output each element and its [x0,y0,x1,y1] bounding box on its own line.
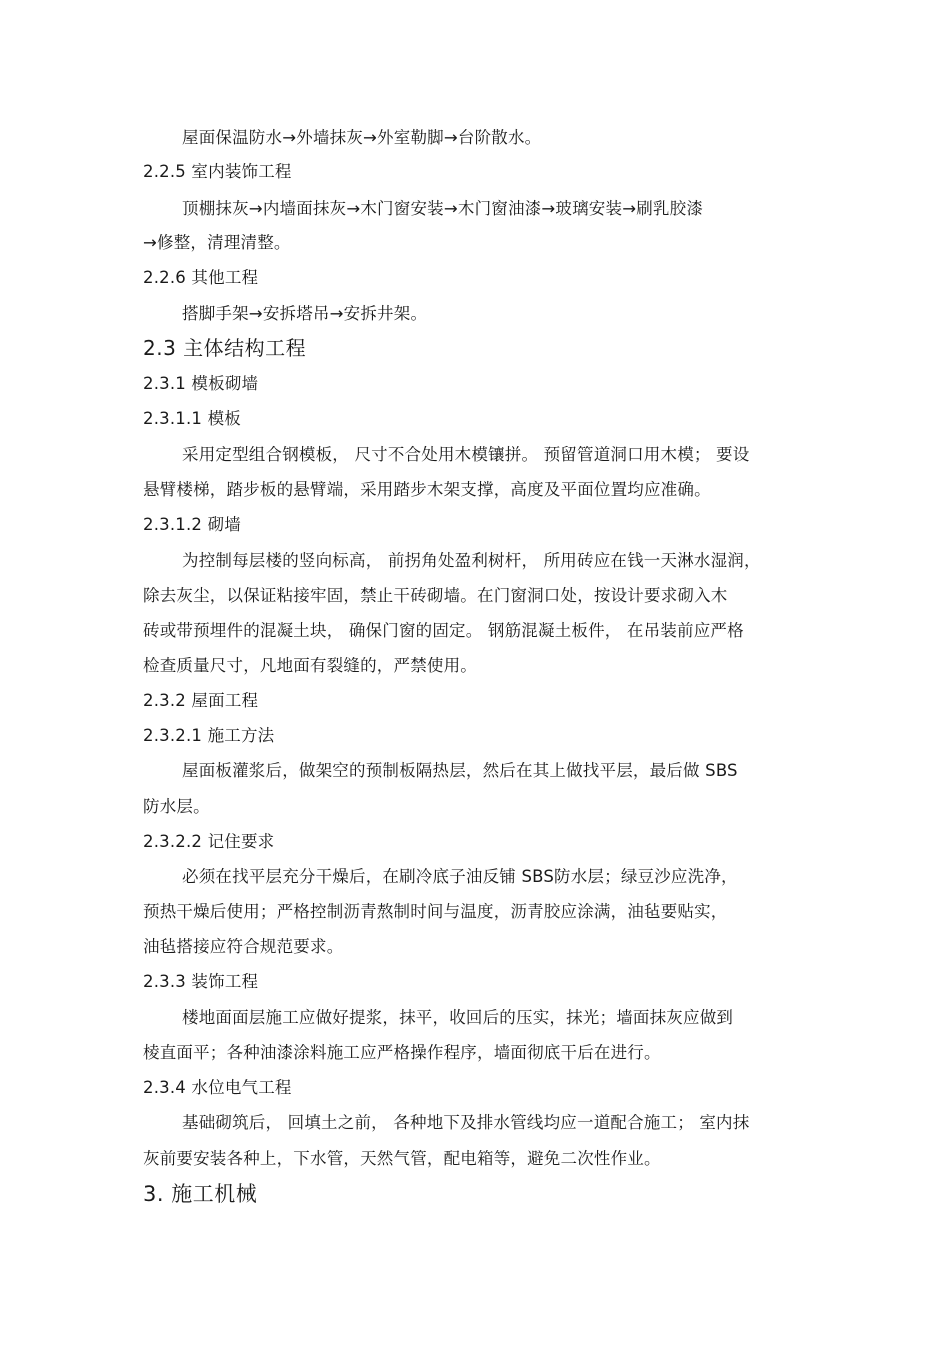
paragraph-line: →修整，清理清整。 [143,233,291,252]
paragraph-line: 悬臂楼梯，踏步板的悬臂端，采用踏步木架支撑，高度及平面位置均应准确。 [143,480,711,499]
paragraph-line: 除去灰尘，以保证粘接牢固，禁止干砖砌墙。在门窗洞口处，按设计要求砌入木 [143,586,728,605]
paragraph-line: 搭脚手架→安拆塔吊→安拆井架。 [182,304,428,323]
paragraph-line: 为控制每层楼的竖向标高， 前拐角处盈利树杆， 所用砖应在钱一天淋水湿润， [182,551,761,570]
paragraph-line: 顶棚抹灰→内墙面抹灰→木门窗安装→木门窗油漆→玻璃安装→刷乳胶漆 [182,199,704,218]
paragraph-line: 砖或带预埋件的混凝土块， 确保门窗的固定。 钢筋混凝土板件， 在吊装前应严格 [143,621,744,640]
paragraph-line: 棱直面平；各种油漆涂料施工应严格操作程序，墙面彻底干后在进行。 [143,1043,661,1062]
paragraph-line: 预热干燥后使用；严格控制沥青熬制时间与温度，沥青胶应涂满，油毡要贴实， [143,902,728,921]
section-heading-2-3-1: 2.3.1 模板砌墙 [143,374,259,393]
section-heading-2-3-1-2: 2.3.1.2 砌墙 [143,515,241,534]
paragraph-line: 屋面板灌浆后，做架空的预制板隔热层，然后在其上做找平层，最后做 SBS [182,761,738,780]
section-heading-2-3-2-2: 2.3.2.2 记住要求 [143,832,275,851]
section-heading-2-3-3: 2.3.3 装饰工程 [143,972,259,991]
chapter-heading-3: 3. 施工机械 [143,1182,258,1206]
section-heading-2-3-4: 2.3.4 水位电气工程 [143,1078,292,1097]
paragraph-line: 检查质量尺寸，凡地面有裂缝的，严禁使用。 [143,656,477,675]
paragraph-line: 楼地面面层施工应做好提浆，抹平，收回后的压实，抹光；墙面抹灰应做到 [182,1008,734,1027]
paragraph-line: 基础砌筑后， 回填土之前， 各种地下及排水管线均应一道配合施工； 室内抹 [182,1113,750,1132]
section-heading-2-3: 2.3 主体结构工程 [143,336,307,360]
paragraph-line: 防水层。 [143,797,210,816]
paragraph-line: 油毡搭接应符合规范要求。 [143,937,344,956]
section-heading-2-2-6: 2.2.6 其他工程 [143,268,259,287]
section-heading-2-3-2-1: 2.3.2.1 施工方法 [143,726,275,745]
section-heading-2-3-1-1: 2.3.1.1 模板 [143,409,241,428]
section-heading-2-2-5: 2.2.5 室内装饰工程 [143,162,292,181]
paragraph-line: 灰前要安装各种上，下水管，天然气管，配电箱等，避免二次性作业。 [143,1149,661,1168]
section-heading-2-3-2: 2.3.2 屋面工程 [143,691,259,710]
paragraph-line: 屋面保温防水→外墙抹灰→外室勒脚→台阶散水。 [182,128,542,147]
paragraph-line: 采用定型组合钢模板， 尺寸不合处用木模镶拼。 预留管道洞口用木模； 要设 [182,445,750,464]
paragraph-line: 必须在找平层充分干燥后，在刷冷底子油反铺 SBS防水层；绿豆沙应洗净， [182,867,738,886]
